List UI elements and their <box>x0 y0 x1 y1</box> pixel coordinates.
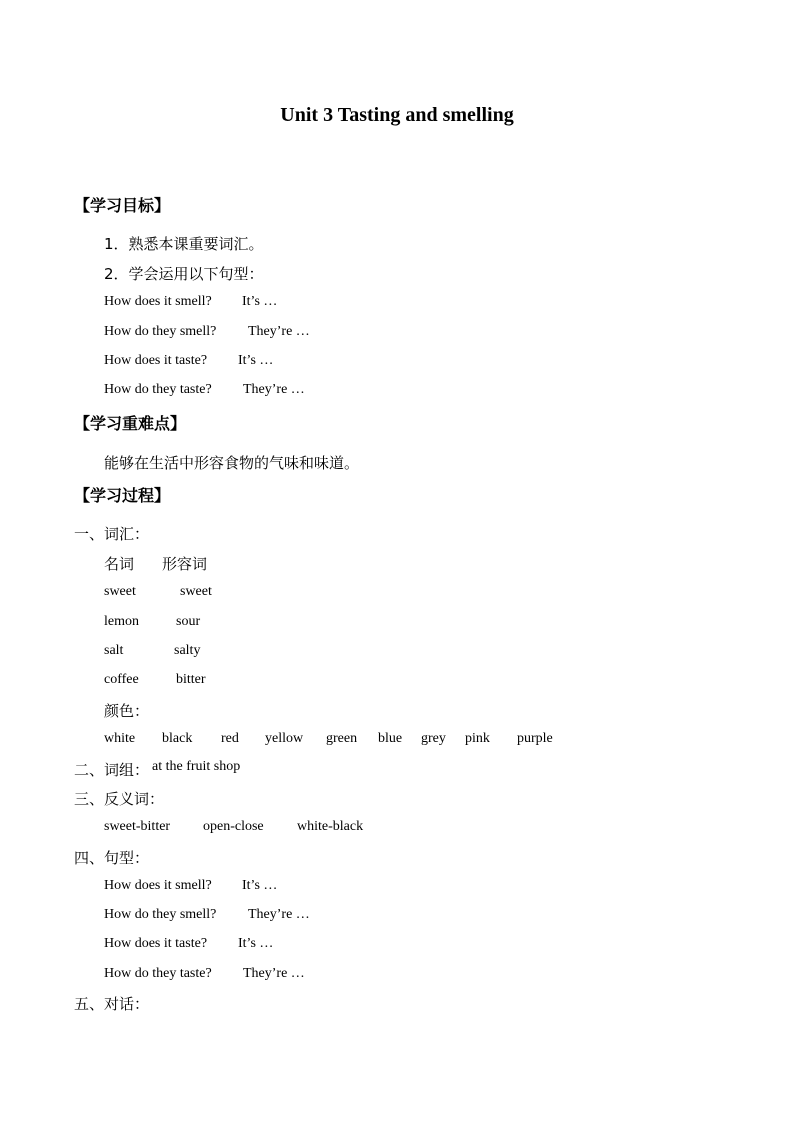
color-word: black <box>162 731 193 746</box>
color-word: pink <box>465 731 490 746</box>
objective-item-2: 2．学会运用以下句型： <box>104 265 264 283</box>
pattern-answer: They’re … <box>248 324 310 339</box>
sentences-label: 四、句型： <box>74 849 150 867</box>
color-word: red <box>221 731 239 746</box>
key-points-heading: 【学习重难点】 <box>74 414 187 433</box>
pattern-question: How does it taste? <box>104 936 208 951</box>
color-word: grey <box>421 731 446 746</box>
pattern-answer: It’s … <box>238 353 274 368</box>
antonym-pair: white-black <box>297 819 364 834</box>
phrases-label: 二、词组： <box>74 761 150 779</box>
pattern-answer: It’s … <box>238 936 274 951</box>
pattern-question: How does it smell? <box>104 878 212 893</box>
objective-item-1: 1．熟悉本课重要词汇。 <box>104 235 264 253</box>
document-title: Unit 3 Tasting and smelling <box>280 104 514 126</box>
vocab-noun: lemon <box>104 614 139 629</box>
vocab-col-adj: 形容词 <box>162 555 208 573</box>
antonym-pair: sweet-bitter <box>104 819 171 834</box>
pattern-answer: It’s … <box>242 294 278 309</box>
dialogue-label: 五、对话： <box>74 995 150 1013</box>
colors-label: 颜色： <box>104 702 150 720</box>
vocab-noun: coffee <box>104 672 139 687</box>
pattern-question: How does it smell? <box>104 294 212 309</box>
pattern-question: How do they smell? <box>104 907 217 922</box>
color-word: green <box>326 731 358 746</box>
pattern-question: How does it taste? <box>104 353 208 368</box>
vocab-adj: salty <box>174 643 201 658</box>
antonym-pair: open-close <box>203 819 264 834</box>
key-points-text: 能够在生活中形容食物的气味和味道。 <box>104 454 360 472</box>
vocab-label: 一、词汇： <box>74 525 150 543</box>
vocab-col-noun: 名词 <box>104 555 135 573</box>
pattern-answer: They’re … <box>248 907 310 922</box>
antonyms-label: 三、反义词： <box>74 790 165 808</box>
pattern-question: How do they taste? <box>104 966 212 981</box>
objectives-heading: 【学习目标】 <box>74 196 171 215</box>
color-word: white <box>104 731 136 746</box>
vocab-adj: bitter <box>176 672 206 687</box>
pattern-answer: It’s … <box>242 878 278 893</box>
color-word: blue <box>378 731 403 746</box>
process-heading: 【学习过程】 <box>74 486 171 505</box>
vocab-adj: sour <box>176 614 201 629</box>
vocab-noun: sweet <box>104 584 136 599</box>
vocab-adj: sweet <box>180 584 212 599</box>
pattern-answer: They’re … <box>243 966 305 981</box>
pattern-answer: They’re … <box>243 382 305 397</box>
phrases-text: at the fruit shop <box>152 759 241 774</box>
pattern-question: How do they smell? <box>104 324 217 339</box>
color-word: yellow <box>265 731 304 746</box>
pattern-question: How do they taste? <box>104 382 212 397</box>
vocab-noun: salt <box>104 643 124 658</box>
color-word: purple <box>517 731 553 746</box>
